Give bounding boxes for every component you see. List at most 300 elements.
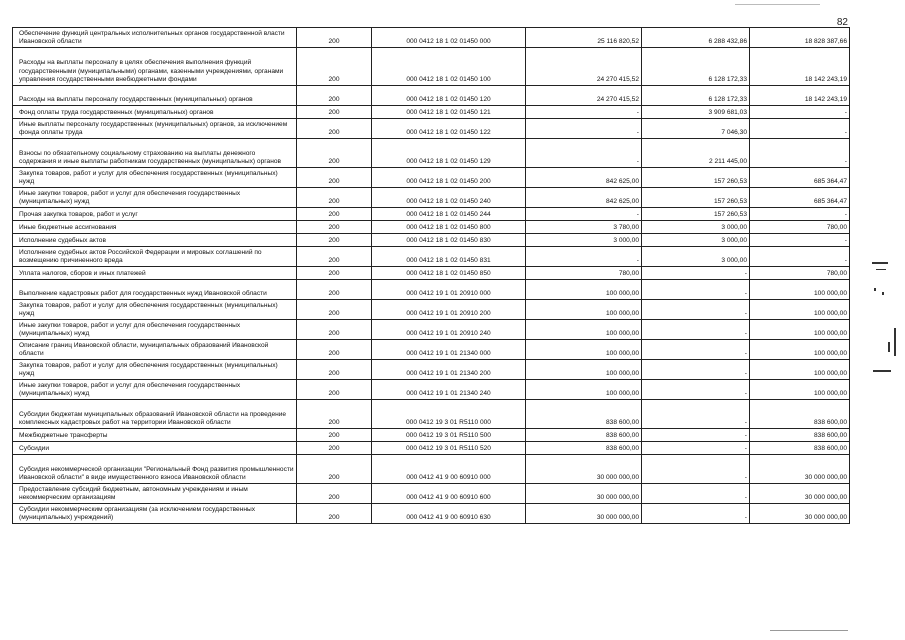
admin-code-text: 200	[328, 157, 340, 165]
admin-code-text: 200	[328, 210, 340, 218]
item-name	[13, 360, 297, 380]
item-name-text: Описание границ Ивановской области, муниципальных образований Ивановской области	[19, 341, 269, 357]
item-name-text: Исполнение судебных актов	[19, 236, 106, 244]
executed-amount	[642, 504, 750, 524]
budget-classification-code	[372, 48, 526, 86]
unexecuted-amount-text: 685 364,47	[813, 197, 847, 205]
table-row	[13, 320, 850, 340]
unexecuted-amount-text: -	[844, 157, 847, 165]
admin-code-text: 200	[328, 389, 340, 397]
admin-code	[297, 48, 372, 86]
executed-amount-text: -	[744, 473, 747, 481]
executed-amount	[642, 380, 750, 400]
approved-amount-text: 30 000 000,00	[596, 473, 639, 481]
executed-amount-text: 157 260,53	[713, 197, 747, 205]
admin-code-text: 200	[328, 493, 340, 501]
unexecuted-amount-text: 838 600,00	[813, 431, 847, 439]
table-row	[13, 247, 850, 267]
budget-classification-code-text: 000 0412 18 1 02 01450 129	[406, 157, 491, 165]
budget-classification-code-text: 000 0412 19 1 01 21340 200	[406, 369, 491, 377]
budget-classification-code	[372, 320, 526, 340]
unexecuted-amount	[750, 247, 850, 267]
item-name-text: Субсидии	[19, 444, 50, 452]
item-name	[13, 168, 297, 188]
admin-code-text: 200	[328, 256, 340, 264]
approved-amount-text: -	[636, 157, 639, 165]
table-row	[13, 484, 850, 504]
table-row	[13, 360, 850, 380]
unexecuted-amount	[750, 484, 850, 504]
executed-amount	[642, 442, 750, 455]
budget-classification-code	[372, 221, 526, 234]
unexecuted-amount	[750, 28, 850, 48]
budget-classification-code-text: 000 0412 41 9 00 60910 000	[406, 473, 491, 481]
table-row	[13, 119, 850, 139]
approved-amount-text: 100 000,00	[605, 369, 639, 377]
unexecuted-amount-text: 18 828 387,66	[804, 37, 847, 45]
unexecuted-amount-text: 838 600,00	[813, 418, 847, 426]
admin-code	[297, 280, 372, 300]
budget-classification-code	[372, 280, 526, 300]
table-row	[13, 380, 850, 400]
approved-amount-text: -	[636, 108, 639, 116]
admin-code-text: 200	[328, 177, 340, 185]
item-name-text: Предоставление субсидий бюджетным, автономным учреждениям и иным некоммерческим организациям	[19, 485, 248, 501]
unexecuted-amount-text: 780,00	[826, 223, 847, 231]
item-name	[13, 340, 297, 360]
table-body	[13, 28, 850, 524]
approved-amount-text: 842 625,00	[605, 197, 639, 205]
budget-classification-code-text: 000 0412 18 1 02 01450 244	[406, 210, 491, 218]
budget-classification-code	[372, 429, 526, 442]
budget-classification-code	[372, 380, 526, 400]
item-name-text: Иные закупки товаров, работ и услуг для обеспечения государственных (муниципальных) нужд	[19, 381, 241, 397]
unexecuted-amount-text: 838 600,00	[813, 444, 847, 452]
item-name	[13, 504, 297, 524]
unexecuted-amount	[750, 168, 850, 188]
admin-code	[297, 86, 372, 106]
executed-amount-text: -	[744, 309, 747, 317]
executed-amount	[642, 429, 750, 442]
executed-amount	[642, 320, 750, 340]
unexecuted-amount-text: -	[844, 236, 847, 244]
table-row	[13, 28, 850, 48]
item-name	[13, 280, 297, 300]
executed-amount-text: -	[744, 349, 747, 357]
unexecuted-amount-text: -	[844, 108, 847, 116]
admin-code-text: 200	[328, 444, 340, 452]
admin-code-text: 200	[328, 431, 340, 439]
budget-classification-code-text: 000 0412 19 1 01 20910 000	[406, 289, 491, 297]
approved-amount	[526, 221, 642, 234]
budget-classification-code-text: 000 0412 18 1 02 01450 122	[406, 128, 491, 136]
approved-amount	[526, 400, 642, 429]
budget-classification-code-text: 000 0412 19 3 01 R5110 520	[406, 444, 491, 452]
budget-classification-code	[372, 28, 526, 48]
budget-classification-code-text: 000 0412 19 3 01 R5110 500	[406, 431, 491, 439]
approved-amount	[526, 280, 642, 300]
item-name	[13, 86, 297, 106]
unexecuted-amount-text: -	[844, 128, 847, 136]
approved-amount-text: 3 000,00	[613, 236, 639, 244]
admin-code	[297, 139, 372, 168]
budget-classification-code-text: 000 0412 18 1 02 01450 850	[406, 269, 491, 277]
approved-amount-text: 25 116 820,52	[597, 37, 639, 45]
item-name-text: Прочая закупка товаров, работ и услуг	[19, 210, 138, 218]
unexecuted-amount	[750, 340, 850, 360]
admin-code-text: 200	[328, 95, 340, 103]
approved-amount-text: 100 000,00	[605, 289, 639, 297]
approved-amount	[526, 234, 642, 247]
unexecuted-amount	[750, 455, 850, 484]
budget-classification-code	[372, 504, 526, 524]
admin-code-text: 200	[328, 269, 340, 277]
budget-classification-code-text: 000 0412 18 1 02 01450 200	[406, 177, 491, 185]
admin-code	[297, 442, 372, 455]
table-row	[13, 86, 850, 106]
budget-classification-code	[372, 106, 526, 119]
admin-code-text: 200	[328, 369, 340, 377]
admin-code	[297, 106, 372, 119]
admin-code-text: 200	[328, 37, 340, 45]
admin-code-text: 200	[328, 128, 340, 136]
approved-amount	[526, 360, 642, 380]
scan-artifact-edge-marks	[870, 258, 900, 378]
admin-code	[297, 429, 372, 442]
budget-classification-code	[372, 400, 526, 429]
executed-amount	[642, 106, 750, 119]
executed-amount	[642, 455, 750, 484]
approved-amount	[526, 442, 642, 455]
approved-amount	[526, 380, 642, 400]
approved-amount-text: -	[636, 128, 639, 136]
executed-amount-text: -	[744, 269, 747, 277]
unexecuted-amount	[750, 400, 850, 429]
budget-classification-code	[372, 234, 526, 247]
approved-amount-text: 100 000,00	[605, 329, 639, 337]
table-row	[13, 429, 850, 442]
budget-classification-code	[372, 484, 526, 504]
approved-amount	[526, 48, 642, 86]
unexecuted-amount	[750, 208, 850, 221]
admin-code-text: 200	[328, 108, 340, 116]
budget-classification-code-text: 000 0412 41 9 00 60910 630	[406, 513, 491, 521]
admin-code	[297, 320, 372, 340]
budget-classification-code	[372, 139, 526, 168]
executed-amount-text: -	[744, 289, 747, 297]
table-row	[13, 300, 850, 320]
table-row	[13, 455, 850, 484]
executed-amount	[642, 340, 750, 360]
approved-amount	[526, 208, 642, 221]
admin-code-text: 200	[328, 418, 340, 426]
budget-classification-code	[372, 455, 526, 484]
table-row	[13, 168, 850, 188]
approved-amount-text: 24 270 415,52	[596, 95, 639, 103]
approved-amount	[526, 86, 642, 106]
executed-amount-text: -	[744, 418, 747, 426]
budget-classification-code	[372, 86, 526, 106]
budget-classification-code	[372, 208, 526, 221]
admin-code	[297, 340, 372, 360]
unexecuted-amount-text: 100 000,00	[813, 329, 847, 337]
admin-code	[297, 360, 372, 380]
table-row	[13, 400, 850, 429]
approved-amount	[526, 267, 642, 280]
unexecuted-amount	[750, 280, 850, 300]
table-row	[13, 106, 850, 119]
budget-classification-code-text: 000 0412 18 1 02 01450 121	[406, 108, 491, 116]
executed-amount	[642, 48, 750, 86]
executed-amount	[642, 188, 750, 208]
unexecuted-amount	[750, 380, 850, 400]
item-name	[13, 139, 297, 168]
item-name-text: Закупка товаров, работ и услуг для обеспечения государственных (муниципальных) нужд	[19, 301, 278, 317]
table-row	[13, 188, 850, 208]
unexecuted-amount	[750, 119, 850, 139]
approved-amount-text: 100 000,00	[605, 349, 639, 357]
budget-classification-code	[372, 267, 526, 280]
budget-classification-code	[372, 300, 526, 320]
approved-amount-text: 100 000,00	[605, 389, 639, 397]
item-name	[13, 300, 297, 320]
item-name-text: Иные закупки товаров, работ и услуг для обеспечения государственных (муниципальных) нужд	[19, 189, 241, 205]
executed-amount	[642, 400, 750, 429]
executed-amount-text: 3 909 681,03	[708, 108, 747, 116]
approved-amount	[526, 340, 642, 360]
budget-classification-code-text: 000 0412 18 1 02 01450 831	[406, 256, 491, 264]
executed-amount	[642, 247, 750, 267]
executed-amount-text: 7 046,30	[721, 128, 747, 136]
executed-amount	[642, 484, 750, 504]
unexecuted-amount	[750, 442, 850, 455]
item-name-text: Закупка товаров, работ и услуг для обеспечения государственных (муниципальных) нужд	[19, 361, 278, 377]
unexecuted-amount-text: 780,00	[826, 269, 847, 277]
budget-classification-code-text: 000 0412 19 1 01 21340 000	[406, 349, 491, 357]
approved-amount	[526, 106, 642, 119]
executed-amount-text: 6 128 172,33	[708, 75, 747, 83]
budget-classification-code-text: 000 0412 19 1 01 20910 200	[406, 309, 491, 317]
unexecuted-amount-text: 100 000,00	[813, 389, 847, 397]
item-name	[13, 455, 297, 484]
admin-code-text: 200	[328, 473, 340, 481]
executed-amount-text: -	[744, 389, 747, 397]
budget-classification-code-text: 000 0412 18 1 02 01450 000	[406, 37, 491, 45]
table-row	[13, 234, 850, 247]
item-name-text: Субсидия некоммерческой организации "Региональный Фонд развития промышленности Ивановской области" в виде имущественного взноса Ивановской области	[19, 465, 294, 481]
unexecuted-amount-text: 30 000 000,00	[804, 473, 847, 481]
table-row	[13, 504, 850, 524]
item-name-text: Иные закупки товаров, работ и услуг для обеспечения государственных (муниципальных) нужд	[19, 321, 241, 337]
budget-classification-code-text: 000 0412 18 1 02 01450 120	[406, 95, 491, 103]
item-name-text: Субсидии бюджетам муниципальных образований Ивановской области на проведение комплексных кадастровых работ на территории Ивановской области	[19, 410, 287, 426]
approved-amount	[526, 320, 642, 340]
approved-amount	[526, 139, 642, 168]
approved-amount	[526, 455, 642, 484]
admin-code	[297, 455, 372, 484]
unexecuted-amount-text: 30 000 000,00	[804, 493, 847, 501]
executed-amount-text: -	[744, 431, 747, 439]
unexecuted-amount-text: 18 142 243,19	[804, 75, 847, 83]
admin-code-text: 200	[328, 75, 340, 83]
approved-amount-text: 842 625,00	[605, 177, 639, 185]
scan-artifact-bottom-line	[770, 630, 848, 631]
unexecuted-amount-text: -	[844, 210, 847, 218]
admin-code	[297, 267, 372, 280]
admin-code-text: 200	[328, 223, 340, 231]
approved-amount	[526, 300, 642, 320]
budget-classification-code-text: 000 0412 19 1 01 21340 240	[406, 389, 491, 397]
unexecuted-amount-text: 30 000 000,00	[804, 513, 847, 521]
item-name-text: Расходы на выплаты персоналу государственных (муниципальных) органов	[19, 95, 253, 103]
item-name	[13, 208, 297, 221]
admin-code	[297, 188, 372, 208]
table-row	[13, 267, 850, 280]
executed-amount	[642, 168, 750, 188]
unexecuted-amount	[750, 188, 850, 208]
item-name-text: Уплата налогов, сборов и иных платежей	[19, 269, 146, 277]
budget-classification-code-text: 000 0412 18 1 02 01450 830	[406, 236, 491, 244]
executed-amount-text: 157 260,53	[713, 210, 747, 218]
executed-amount-text: -	[744, 369, 747, 377]
approved-amount	[526, 247, 642, 267]
item-name	[13, 380, 297, 400]
executed-amount	[642, 234, 750, 247]
unexecuted-amount	[750, 300, 850, 320]
item-name-text: Межбюджетные трансферты	[19, 431, 108, 439]
admin-code	[297, 504, 372, 524]
admin-code	[297, 400, 372, 429]
item-name	[13, 221, 297, 234]
item-name-text: Обеспечение функций центральных исполнительных органов государственной власти Ивановской области	[19, 29, 285, 45]
approved-amount-text: 24 270 415,52	[596, 75, 639, 83]
item-name	[13, 28, 297, 48]
executed-amount-text: -	[744, 444, 747, 452]
admin-code-text: 200	[328, 289, 340, 297]
approved-amount	[526, 168, 642, 188]
executed-amount-text: -	[744, 493, 747, 501]
executed-amount-text: 3 000,00	[721, 236, 747, 244]
unexecuted-amount-text: 100 000,00	[813, 309, 847, 317]
executed-amount	[642, 360, 750, 380]
approved-amount	[526, 28, 642, 48]
approved-amount-text: -	[636, 210, 639, 218]
approved-amount-text: 100 000,00	[605, 309, 639, 317]
item-name-text: Фонд оплаты труда государственных (муниципальных) органов	[19, 108, 214, 116]
unexecuted-amount-text: 18 142 243,19	[804, 95, 847, 103]
unexecuted-amount	[750, 48, 850, 86]
table-row	[13, 139, 850, 168]
approved-amount-text: 30 000 000,00	[596, 493, 639, 501]
item-name-text: Субсидии некоммерческим организациям (за исключением государственных (муниципальных) учреждений)	[19, 505, 256, 521]
executed-amount-text: -	[744, 513, 747, 521]
admin-code	[297, 208, 372, 221]
unexecuted-amount-text: 100 000,00	[813, 349, 847, 357]
executed-amount-text: 6 128 172,33	[708, 95, 747, 103]
unexecuted-amount	[750, 267, 850, 280]
unexecuted-amount	[750, 86, 850, 106]
unexecuted-amount	[750, 221, 850, 234]
executed-amount	[642, 300, 750, 320]
approved-amount-text: -	[636, 256, 639, 264]
table-row	[13, 48, 850, 86]
executed-amount-text: 3 000,00	[721, 256, 747, 264]
budget-classification-code-text: 000 0412 19 3 01 R5110 000	[406, 418, 491, 426]
item-name-text: Иные выплаты персоналу государственных (муниципальных) органов, за исключением фонда оплаты труда	[19, 120, 288, 136]
admin-code	[297, 484, 372, 504]
admin-code	[297, 28, 372, 48]
approved-amount	[526, 188, 642, 208]
unexecuted-amount	[750, 106, 850, 119]
admin-code	[297, 234, 372, 247]
item-name	[13, 400, 297, 429]
item-name	[13, 442, 297, 455]
budget-classification-code	[372, 360, 526, 380]
approved-amount	[526, 484, 642, 504]
page-number: 82	[836, 17, 848, 28]
admin-code-text: 200	[328, 349, 340, 357]
admin-code	[297, 119, 372, 139]
unexecuted-amount	[750, 139, 850, 168]
budget-classification-code-text: 000 0412 18 1 02 01450 100	[406, 75, 491, 83]
item-name	[13, 48, 297, 86]
admin-code	[297, 221, 372, 234]
approved-amount-text: 838 600,00	[605, 444, 639, 452]
item-name	[13, 320, 297, 340]
unexecuted-amount	[750, 504, 850, 524]
table-row	[13, 340, 850, 360]
executed-amount	[642, 280, 750, 300]
table-row	[13, 280, 850, 300]
item-name	[13, 188, 297, 208]
approved-amount-text: 838 600,00	[605, 431, 639, 439]
budget-execution-table	[12, 27, 850, 524]
admin-code-text: 200	[328, 513, 340, 521]
item-name	[13, 106, 297, 119]
admin-code-text: 200	[328, 309, 340, 317]
executed-amount	[642, 28, 750, 48]
admin-code-text: 200	[328, 329, 340, 337]
table-row	[13, 442, 850, 455]
admin-code	[297, 168, 372, 188]
approved-amount-text: 30 000 000,00	[596, 513, 639, 521]
item-name-text: Взносы по обязательному социальному страхованию на выплаты денежного содержания и иные выплаты работникам государственных (муниципальных) органов	[19, 149, 282, 165]
budget-classification-code-text: 000 0412 41 9 00 60910 600	[406, 493, 491, 501]
approved-amount-text: 3 780,00	[613, 223, 639, 231]
item-name-text: Выполнение кадастровых работ для государственных нужд Ивановской области	[19, 289, 267, 297]
approved-amount	[526, 119, 642, 139]
scan-artifact-top-line	[735, 4, 820, 5]
unexecuted-amount-text: 685 364,47	[813, 177, 847, 185]
approved-amount	[526, 504, 642, 524]
approved-amount	[526, 429, 642, 442]
budget-classification-code-text: 000 0412 18 1 02 01450 240	[406, 197, 491, 205]
item-name	[13, 484, 297, 504]
executed-amount-text: -	[744, 329, 747, 337]
admin-code	[297, 380, 372, 400]
unexecuted-amount	[750, 234, 850, 247]
unexecuted-amount-text: 100 000,00	[813, 289, 847, 297]
approved-amount-text: 838 600,00	[605, 418, 639, 426]
item-name	[13, 247, 297, 267]
item-name-text: Иные бюджетные ассигнования	[19, 223, 117, 231]
item-name-text: Исполнение судебных актов Российской Федерации и мировых соглашений по возмещению причиненного вреда	[19, 248, 262, 264]
unexecuted-amount-text: -	[844, 256, 847, 264]
item-name	[13, 267, 297, 280]
executed-amount-text: 2 211 445,00	[708, 157, 747, 165]
executed-amount	[642, 139, 750, 168]
item-name	[13, 119, 297, 139]
